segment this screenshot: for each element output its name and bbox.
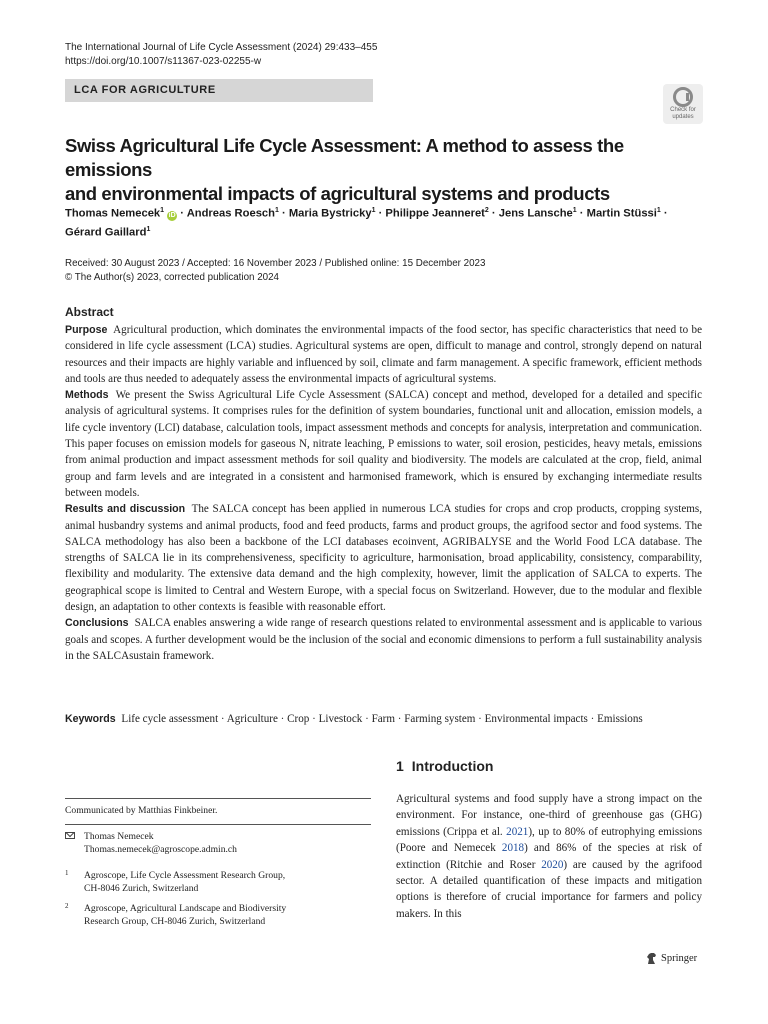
author-affiliation: 1 [146, 225, 151, 233]
springer-horse-icon [646, 952, 657, 965]
methods-label: Methods [65, 389, 109, 402]
publication-dates [65, 257, 485, 285]
author-affiliation: 1 [160, 207, 165, 214]
check-updates-label: Check for updates [670, 107, 696, 120]
author-name[interactable]: Thomas Nemecek [65, 207, 161, 220]
envelope-icon [65, 832, 75, 839]
footnote-divider [65, 824, 371, 825]
author-name[interactable]: Jens Lansche [498, 207, 573, 220]
results-text: The SALCA concept has been applied in numerous LCA studies for crops and crop products, cropping systems, animal husbandry systems and animal products, food and feed products, farms and product groups, the agrifood sector and food systems. The SALCA methodology has also been a backbone of the LCI databases ecoinvent, AGRIBALYSE and the World Food LCA database. The strengths of SALCA lie in its comprehensiveness, specificity to agriculture, harmonisation, broad applicability, consistency, comparability, flexibility and modularity. The extensive data demand and the high complexity, however, limit the application of SALCA to experts. The geographical scope is limited to Central and Western Europe, with a special focus on Switzerland. However, due to the modular and flexible design, an adaptation to other contexts is feasible with reasonable effort. [65, 503, 703, 614]
keywords-text: Life cycle assessment · Agriculture · Crop · Livestock · Farm · Farming system · Environmental impacts · Emissions [121, 713, 643, 725]
author-affiliation: 2 [484, 207, 489, 214]
conclusions-text: SALCA enables answering a wide range of research questions related to environmental assessment and is applicable to various goals and scopes. A further development would be the inclusion of the social and economic dimensions to perform a full sustainability analysis in the SALCAsustain framework. [65, 617, 702, 662]
publisher-logo [646, 952, 697, 965]
section-number: 1 [396, 758, 404, 774]
orcid-icon[interactable]: iD [168, 211, 176, 219]
communicated-by: Communicated by Matthias Finkbeiner. [65, 805, 218, 816]
title-line-1: Swiss Agricultural Life Cycle Assessment: A method to assess the emissions [65, 135, 624, 180]
abstract-purpose [65, 322, 702, 387]
section-heading-introduction [396, 758, 493, 774]
author-name[interactable]: Gérard Gaillard [65, 226, 147, 239]
doi-link[interactable]: https://doi.org/10.1007/s11367-023-02255-w [65, 56, 262, 67]
introduction-text [396, 791, 702, 922]
citation-link[interactable]: 2020 [541, 858, 564, 871]
purpose-label: Purpose [65, 324, 108, 336]
bookmark-check-icon [673, 87, 693, 107]
corresponding-author-details [84, 830, 237, 856]
title-line-2: and environmental impacts of agricultural systems and products [65, 183, 610, 204]
author-affiliation: 1 [371, 207, 376, 214]
publisher-name: Springer [661, 953, 698, 964]
section-label: LCA FOR AGRICULTURE [65, 79, 373, 102]
dates-line: Received: 30 August 2023 / Accepted: 16 November 2023 / Published online: 15 December 2023 [65, 258, 486, 269]
conclusions-label: Conclusions [65, 617, 129, 630]
affiliation-line: Agroscope, Agricultural Landscape and Biodiversity [84, 903, 287, 914]
affiliation-text [84, 902, 286, 928]
abstract-body [65, 322, 702, 664]
author-affiliation: 1 [572, 207, 577, 214]
results-label: Results and discussion [65, 503, 186, 516]
author-name[interactable]: Martin Stüssi [586, 207, 657, 220]
citation-link[interactable]: 2021 [506, 825, 529, 838]
affiliation-line: Research Group, CH-8046 Zurich, Switzerland [84, 916, 266, 927]
corresponding-name: Thomas Nemecek [84, 831, 154, 842]
check-for-updates-badge[interactable] [663, 84, 703, 124]
author-affiliation: 1 [274, 207, 279, 214]
citation-link[interactable]: 2018 [501, 842, 525, 855]
author-name[interactable]: Philippe Jeanneret [385, 207, 485, 220]
copyright-line: © The Author(s) 2023, corrected publication 2024 [65, 272, 279, 283]
affiliation-text [84, 869, 285, 895]
affiliation-line: Agroscope, Life Cycle Assessment Research Group, [84, 870, 286, 881]
author-affiliation: 1 [656, 207, 661, 214]
journal-citation: The International Journal of Life Cycle Assessment (2024) 29:433–455 [65, 42, 378, 53]
intro-text-run: Agricultural systems and food supply have a strong impact on the environment. For instance, one-third of greenhouse gas (GHG) emissions (Crippa et al. [396, 793, 702, 838]
keywords-label: Keywords [65, 713, 116, 725]
journal-header [65, 41, 377, 69]
abstract-heading: Abstract [65, 305, 114, 319]
author-name[interactable]: Andreas Roesch [186, 207, 275, 220]
keywords [65, 711, 715, 727]
methods-text: We present the Swiss Agricultural Life Cycle Assessment (SALCA) concept and method, developed for a detailed and specific analysis of agricultural systems. It comprises rules for the definition of system boundaries, functional unit and allocation, emission models, a life cycle inventory (LCI) database, calculation tools, impact assessment methods and concepts for analysis, interpretation and communication. This paper focuses on emission models for gaseous N, nitrate leaching, P emissions to water, soil erosion, pesticides, heavy metals, emissions from animal production and impact assessment methods for soil quality and biodiversity. The models are calculated at the crop, field, animal group and farm levels and are integrated in a consistent and harmonised framework, which is ensured by exchanging intermediate results between models. [65, 389, 702, 499]
affiliation-number: 2 [65, 902, 69, 910]
intro-text-run: ) and 86% of the species at risk of extinction (Ritchie and Roser [396, 842, 702, 871]
article-title [65, 134, 705, 206]
abstract-methods [65, 387, 702, 501]
author-name[interactable]: Maria Bystricky [288, 207, 372, 220]
footnote-divider [65, 798, 371, 799]
affiliation-line: CH-8046 Zurich, Switzerland [84, 883, 199, 894]
intro-text-run: ) are caused by the agrifood sector. A detailed quantification of these impacts and mitigation options is therefore of crucial importance for farmers and policy makers. In this [396, 858, 703, 920]
abstract-results [65, 501, 702, 615]
affiliation-number: 1 [65, 869, 69, 877]
author-list: Thomas Nemecek$^1$ iD · Andreas Roesch$^1$ · Maria Bystricky$^1$ · Philippe Jeanneret$^2$ · Jens Lansche$^1$ · Martin Stüssi$^1$ · Gérard Gaillard$^1$ [65, 207, 668, 239]
purpose-text: Agricultural production, which dominates the environmental impacts of the food sector, has specific characteristics that need to be considered in life cycle assessment (LCA) studies. Agricultural systems are open, difficult to manage and control, strongly depend on natural resources and their impacts are highly variable and influenced by soil, climate and farm management. A specific framework, efficient methods and tools are thus needed to adequately assess the environmental impacts of agricultural systems. [65, 324, 702, 385]
abstract-conclusions [65, 615, 702, 664]
section-title: Introduction [411, 758, 494, 774]
intro-text-run: ), up to 80% of eutrophying emissions (Poore and Nemecek [396, 825, 703, 855]
corresponding-email[interactable]: Thomas.nemecek@agroscope.admin.ch [84, 844, 237, 855]
